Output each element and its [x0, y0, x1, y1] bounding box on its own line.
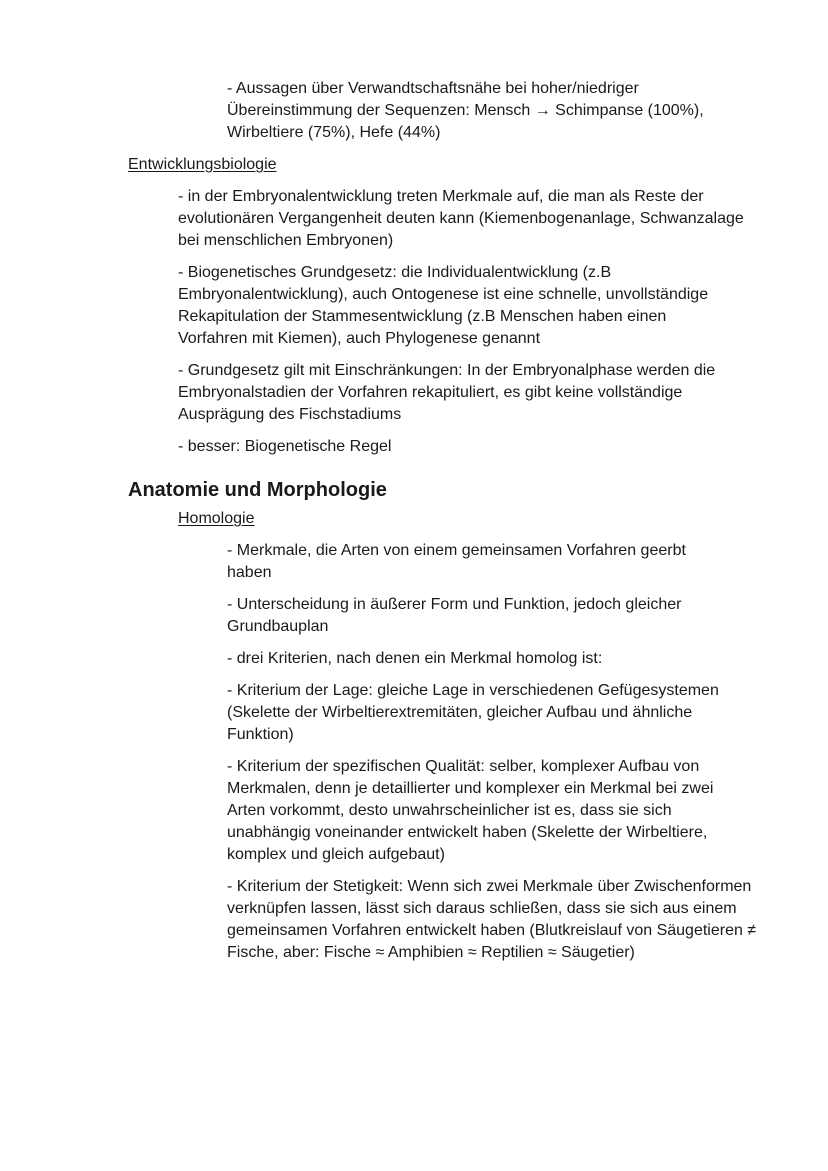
sequence-similarity-item: - Aussagen über Verwandtschaftsnähe bei hoher/niedriger Übereinstimmung der Sequenzen: Mensch → Schimpanse (100%), Wirbeltiere (75%), Hefe (44%) — [227, 80, 704, 141]
anatomie-heading: Anatomie und Morphologie — [128, 479, 387, 501]
entwicklungsbiologie-heading: Entwicklungsbiologie — [128, 156, 277, 173]
list-item: - Kriterium der spezifischen Qualität: selber, komplexer Aufbau von Merkmalen, denn je detaillierter und komplexer ein Merkmal bei zwei Arten vorkommt, desto unwahrscheinlicher ist es, dass sie sich unabhängig voneinander entwickelt haben (Skelette der Wirbeltiere, komplex und gleich aufgebaut) — [227, 758, 714, 863]
list-item: - besser: Biogenetische Regel — [178, 438, 392, 455]
list-item: - Kriterium der Lage: gleiche Lage in verschiedenen Gefügesystemen (Skelette der Wirbeltierextremitäten, gleicher Aufbau und ähnliche Funktion) — [227, 682, 719, 743]
list-item: - Unterscheidung in äußerer Form und Funktion, jedoch gleicher Grundbauplan — [227, 596, 682, 635]
list-item: - Grundgesetz gilt mit Einschränkungen: In der Embryonalphase werden die Embryonalstadien der Vorfahren rekapituliert, es gibt keine vollständige Ausprägung des Fischstadiums — [178, 362, 716, 423]
homologie-subheading: Homologie — [178, 510, 255, 527]
list-item: - Biogenetisches Grundgesetz: die Individualentwicklung (z.B Embryonalentwicklung), auch Ontogenese ist eine schnelle, unvollständige Rekapitulation der Stammesentwicklung (z.B Menschen haben einen Vorfahren mit Kiemen), auch Phylogenese genannt — [178, 264, 709, 347]
list-item: - Merkmale, die Arten von einem gemeinsamen Vorfahren geerbt haben — [227, 542, 686, 581]
list-item: - in der Embryonalentwicklung treten Merkmale auf, die man als Reste der evolutionären Vergangenheit deuten kann (Kiemenbogenanlage, Schwanzalage bei menschlichen Embryonen) — [178, 188, 744, 249]
list-item: - Kriterium der Stetigkeit: Wenn sich zwei Merkmale über Zwischenformen verknüpfen lassen, lässt sich daraus schließen, dass sie sich aus einem gemeinsamen Vorfahren entwickelt haben (Blutkreislauf von Säugetieren ≠ Fische, aber: Fische ≈ Amphibien ≈ Reptilien ≈ Säugetier) — [227, 878, 757, 961]
list-item: - drei Kriterien, nach denen ein Merkmal homolog ist: — [227, 650, 603, 667]
